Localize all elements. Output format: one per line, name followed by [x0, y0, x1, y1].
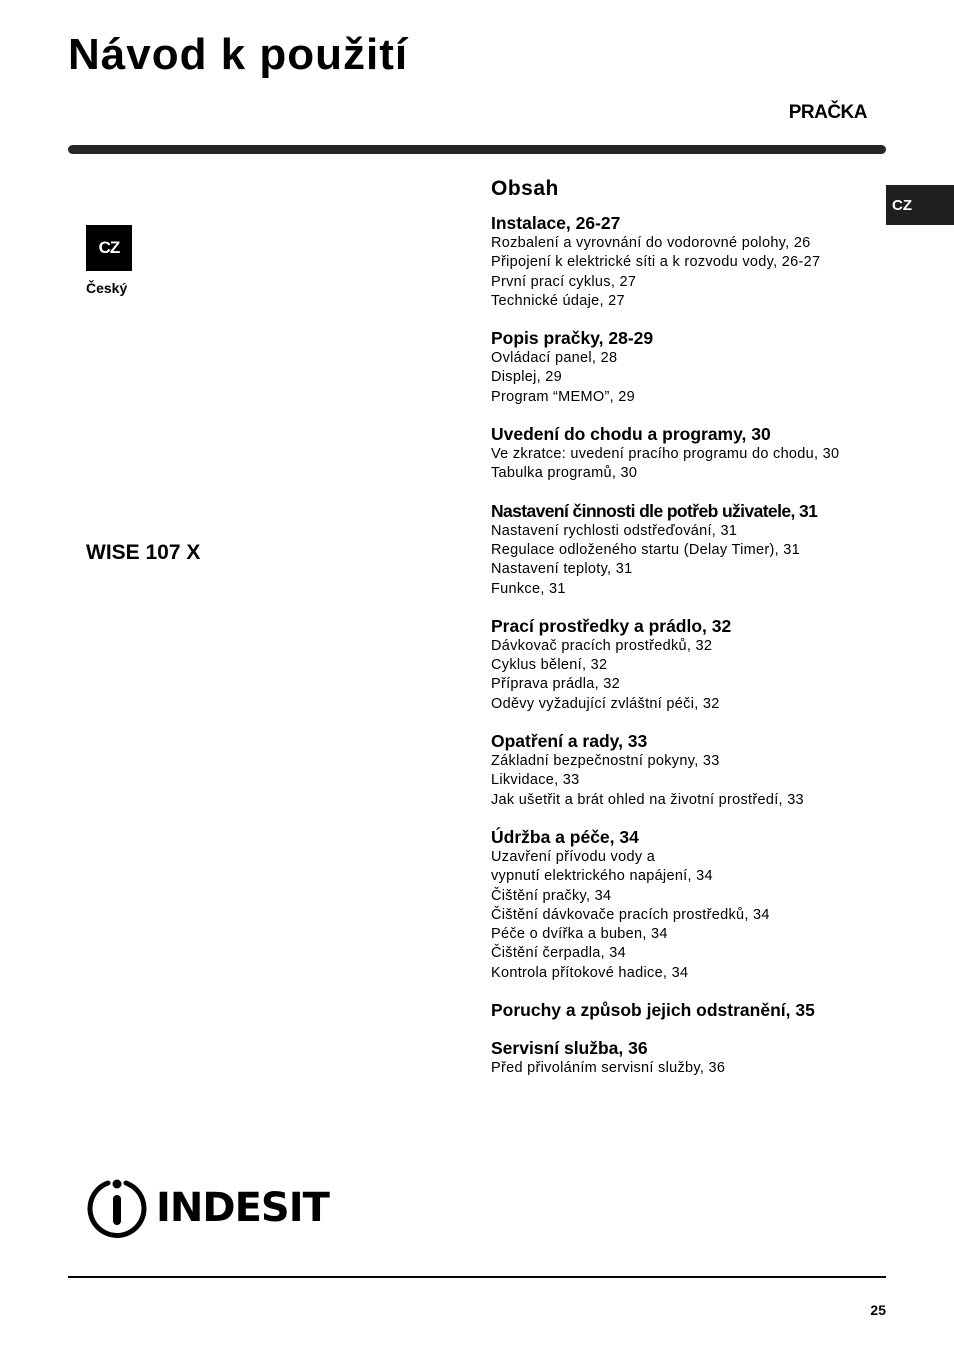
toc-section-title: Instalace, 26-27 [491, 213, 621, 233]
toc-section [491, 826, 891, 983]
toc-item: Nastavení teploty, 31 [491, 561, 633, 578]
toc-item: Čištění pračky, 34 [491, 887, 612, 904]
toc-section [491, 500, 891, 599]
toc-section-title: Nastavení činnosti dle potřeb uživatele, 31 [491, 500, 818, 521]
toc-heading: Obsah [491, 177, 559, 200]
language-side-tab: CZ [886, 185, 954, 225]
toc-section [491, 327, 891, 407]
toc-item: Péče o dvířka a buben, 34 [491, 926, 668, 943]
toc-section [491, 1037, 891, 1078]
toc-item: Kontrola přítokové hadice, 34 [491, 964, 689, 981]
page-title: Návod k použití [68, 30, 409, 79]
language-code-badge: CZ [86, 225, 132, 271]
language-name: Český [86, 280, 128, 296]
brand-logo [86, 1177, 329, 1239]
footer-divider [68, 1276, 886, 1278]
toc-item: Tabulka programů, 30 [491, 465, 638, 482]
toc-item: Funkce, 31 [491, 580, 566, 597]
toc-item: První prací cyklus, 27 [491, 273, 637, 290]
toc-item: Dávkovač pracích prostředků, 32 [491, 637, 713, 654]
toc-item: Příprava prádla, 32 [491, 676, 621, 693]
toc-section-title: Poruchy a způsob jejich odstranění, 35 [491, 1000, 815, 1021]
toc-sections [491, 212, 891, 1078]
toc-item: Čištění čerpadla, 34 [491, 945, 626, 962]
header-divider [68, 145, 886, 154]
toc-section [491, 423, 891, 484]
toc-item: Základní bezpečnostní pokyny, 33 [491, 753, 720, 770]
toc-item: vypnutí elektrického napájení, 34 [491, 868, 713, 885]
toc-section-title: Prací prostředky a prádlo, 32 [491, 615, 732, 636]
toc-section-title: Opatření a rady, 33 [491, 731, 648, 752]
toc-section-title: Uvedení do chodu a programy, 30 [491, 424, 771, 445]
toc-item: Regulace odloženého startu (Delay Timer), 31 [491, 541, 800, 558]
page-number: 25 [870, 1302, 886, 1318]
toc-item: Nastavení rychlosti odstřeďování, 31 [491, 522, 738, 539]
toc-item: Likvidace, 33 [491, 772, 580, 789]
brand-wordmark: INDESIT [156, 1185, 329, 1231]
toc-section [491, 212, 891, 311]
product-type: PRAČKA [788, 102, 867, 123]
toc-section [491, 999, 891, 1021]
toc-item: Technické údaje, 27 [491, 292, 625, 309]
toc-item: Displej, 29 [491, 369, 562, 386]
toc-item: Ovládací panel, 28 [491, 350, 618, 367]
indesit-logo-icon [86, 1177, 148, 1239]
table-of-contents [491, 176, 891, 1094]
toc-item: Čištění dávkovače pracích prostředků, 34 [491, 906, 770, 923]
toc-item: Rozbalení a vyrovnání do vodorovné polohy, 26 [491, 235, 811, 251]
toc-section-title: Popis pračky, 28-29 [491, 328, 654, 349]
toc-item: Jak ušetřit a brát ohled na životní prostředí, 33 [491, 791, 804, 808]
toc-item: Uzavření přívodu vody a [491, 848, 656, 865]
toc-item: Cyklus bělení, 32 [491, 657, 608, 674]
model-name: WISE 107 X [86, 541, 201, 564]
toc-section [491, 615, 891, 714]
toc-item: Oděvy vyžadující zvláštní péči, 32 [491, 695, 720, 712]
toc-section-title: Servisní služba, 36 [491, 1038, 648, 1059]
toc-item: Program “MEMO”, 29 [491, 388, 635, 405]
toc-item: Připojení k elektrické síti a k rozvodu vody, 26-27 [491, 254, 821, 271]
toc-item: Ve zkratce: uvedení pracího programu do chodu, 30 [491, 446, 840, 463]
toc-section-title: Údržba a péče, 34 [491, 826, 639, 847]
toc-item: Před přivoláním servisní služby, 36 [491, 1060, 726, 1077]
toc-section [491, 730, 891, 810]
